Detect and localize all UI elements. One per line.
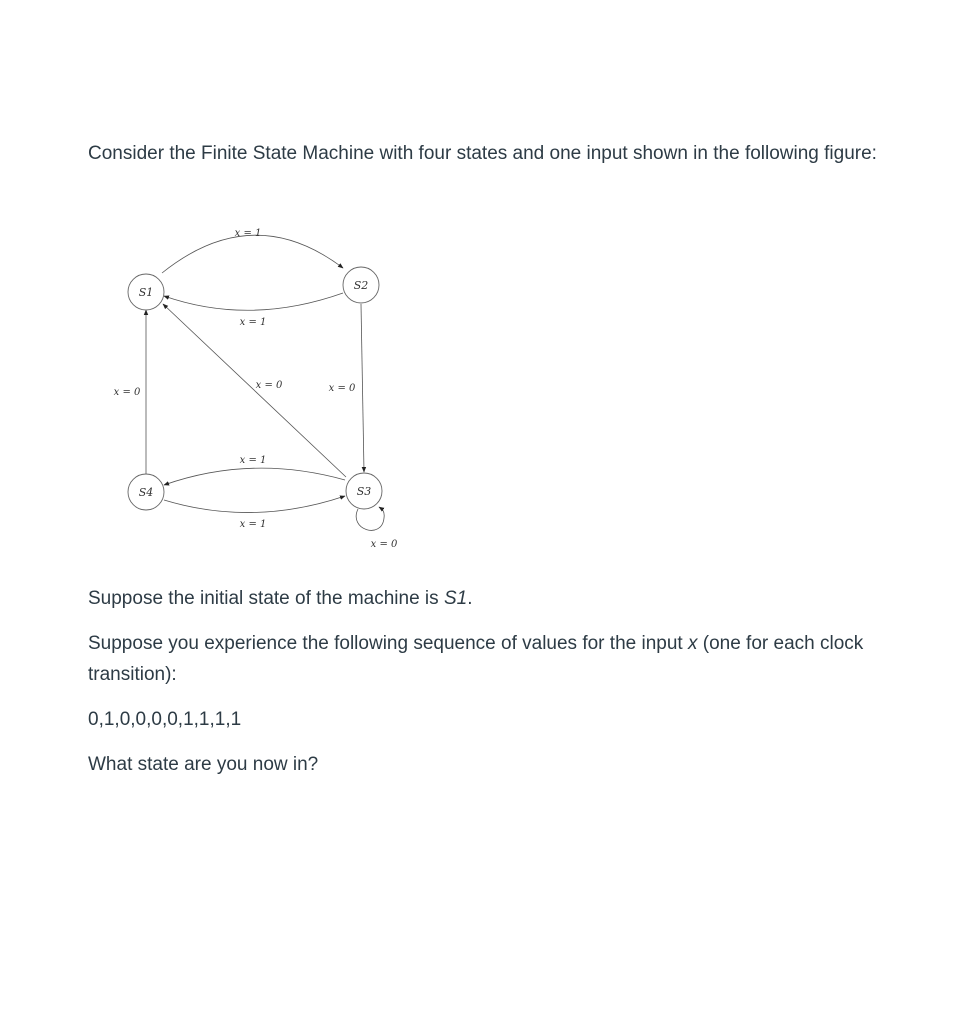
edge-s3-to-s4 [164,468,345,485]
state-s3 [346,473,382,509]
initial-state-text [88,583,472,614]
state-s3-label: S3 [356,485,372,498]
edge-s3-to-s1 [163,304,346,477]
edge-label-s1-to-s2: x = 1 [234,228,262,239]
state-s1 [128,274,164,310]
edge-s3-self-loop [356,507,384,530]
edge-label-s2-to-s3: x = 0 [328,383,356,394]
edge-s4-to-s3 [164,496,345,513]
edge-label-s3-to-s4: x = 1 [239,455,267,466]
edge-label-s3-self: x = 0 [370,539,398,550]
initial-state-value: S1 [443,588,468,609]
sequence-intro-suffix: (one for each clock transition): [88,633,864,685]
intro-text: Consider the Finite State Machine with four states and one input shown in the following figure: [88,143,877,164]
sequence-intro-text [88,628,908,690]
initial-state-suffix: . [467,588,473,609]
edge-label-s3-to-s1: x = 0 [255,380,283,391]
question-prompt: What state are you now in? [88,754,319,775]
edge-label-s4-to-s3: x = 1 [239,519,267,530]
state-s2 [343,267,379,303]
edge-label-s2-to-s1: x = 1 [239,317,267,328]
sequence-intro-prefix: Suppose you experience the following sequence of values for the input [88,633,688,654]
state-s4-label: S4 [138,486,154,499]
edge-s2-to-s1 [164,293,343,310]
state-s1-label: S1 [138,286,154,299]
state-s4 [128,474,164,510]
initial-state-prefix: Suppose the initial state of the machine is [88,588,444,609]
input-sequence: 0,1,0,0,0,0,1,1,1,1 [88,709,242,730]
edge-s1-to-s2 [162,235,343,273]
edge-s2-to-s3 [361,304,364,472]
state-s2-label: S2 [353,279,369,292]
edge-label-s4-to-s1: x = 0 [113,387,141,398]
input-variable: x [687,633,698,654]
